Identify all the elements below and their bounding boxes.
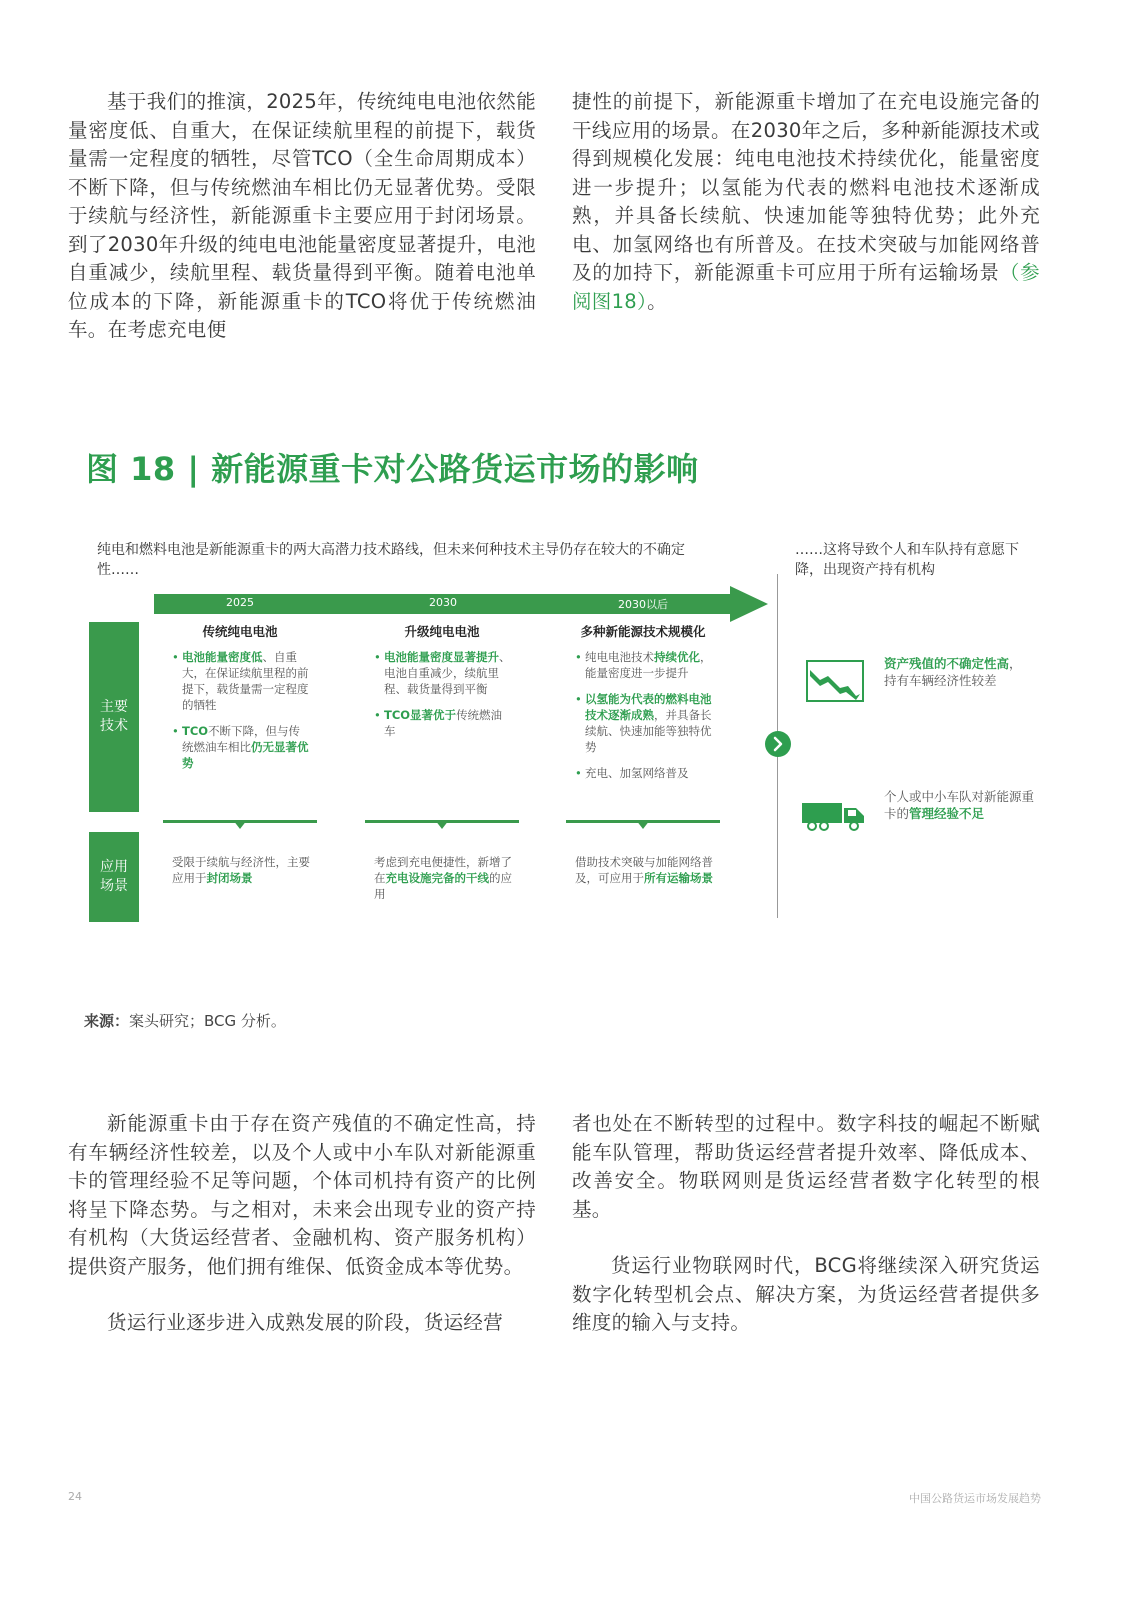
- highlight: 管理经验不足: [909, 806, 985, 821]
- text: 的应用: [374, 871, 512, 901]
- paragraph-bottom-right: [572, 1110, 1040, 1338]
- highlight: 充电设施完备的干线: [385, 871, 489, 885]
- highlight: 持续优化: [654, 650, 700, 664]
- column-3-bullets: [575, 649, 713, 791]
- paragraph-text: 基于我们的推演，2025年，传统纯电电池依然能量密度低、自重大，在保证续航里程的前提下，载货量需一定程度的牺牲，尽管TCO（全生命周期成本）不断下降，但与传统燃油车相比仍无显著优势。受限于续航与经济性，新能源重卡主要应用于封闭场景。到了2030年升级的纯电电池能量密度显著提升，电池自重减少，续航里程、载货量得到平衡。随着电池单位成本的下降，新能源重卡的TCO将优于传统燃油车。在考虑充电便: [68, 90, 536, 341]
- figure-reference-link[interactable]: （参阅图18）: [572, 261, 1040, 313]
- figure-intro-right: ……这将导致个人和车队持有意愿下降，出现资产持有机构: [795, 542, 1019, 578]
- source-label: 来源：: [84, 1012, 130, 1030]
- text: ，持有车辆经济性较差: [884, 656, 1022, 688]
- column-2-bullets: [374, 649, 512, 749]
- row-label-text: 主要技术: [100, 699, 128, 734]
- row-label-text: 应用场景: [100, 859, 128, 894]
- chevron-right-icon: [764, 730, 792, 758]
- highlight: 电池能量密度低: [182, 650, 263, 664]
- page-number: 24: [68, 1490, 82, 1503]
- list-item: [374, 649, 512, 697]
- highlight: 资产残值的不确定性高: [884, 656, 1010, 671]
- text: ，能量密度进一步提升: [585, 650, 712, 680]
- divider-marker: [636, 820, 650, 829]
- text: 充电、加氢网络普及: [585, 766, 689, 780]
- divider-marker: [435, 820, 449, 829]
- column-1-bullets: [172, 649, 310, 781]
- impact-2: [884, 788, 1034, 822]
- list-item: [172, 649, 310, 713]
- text: 、电池自重减少，续航里程、载货量得到平衡: [384, 650, 511, 696]
- text: ，并具备长续航、快速加能等独特优势: [585, 708, 712, 754]
- timeline-label-2025: 2025: [226, 596, 254, 609]
- figure-intro-left: 纯电和燃料电池是新能源重卡的两大高潜力技术路线，但未来何种技术主导仍存在较大的不确定性……: [97, 542, 685, 578]
- paragraph-bottom-left: [68, 1110, 536, 1338]
- column-head-traditional: 传统纯电电池: [202, 624, 278, 639]
- highlight: 电池能量密度显著提升: [384, 650, 499, 664]
- highlight: TCO: [182, 724, 209, 738]
- row-label-app: [89, 832, 139, 922]
- text: 不断下降，但与传统燃油车相比: [182, 724, 301, 754]
- text: 受限于续航与经济性，主要应用于: [172, 855, 310, 885]
- text: 、自重大，在保证续航里程的前提下，载货量需一定程度的牺牲: [182, 650, 309, 712]
- paragraph-top-left: [68, 88, 536, 345]
- highlight: 仍无显著优势: [182, 740, 309, 770]
- list-item: [374, 707, 512, 739]
- paragraph-top-right: [572, 88, 1040, 316]
- paragraph-text: 新能源重卡由于存在资产残值的不确定性高，持有车辆经济性较差，以及个人或中小车队对新能源重卡的管理经验不足等问题，个体司机持有资产的比例将呈下降态势。与之相对，未来会出现专业的资产持有机构（大货运经营者、金融机构、资产服务机构）提供资产服务，他们拥有维保、低资金成本等优势。: [68, 1112, 536, 1278]
- list-item: [575, 691, 713, 755]
- column-head-multiple: 多种新能源技术规模化: [580, 624, 706, 639]
- text: 考虑到充电便捷性，新增了在: [374, 855, 512, 885]
- highlight: 封闭场景: [206, 871, 253, 885]
- text: 借助技术突破与加能网络普及，可应用于: [575, 855, 713, 885]
- paragraph-end: 。: [647, 289, 667, 313]
- paragraph-text: 者也处在不断转型的过程中。数字科技的崛起不断赋能车队管理，帮助货运经营者提升效率、降低成本、改善安全。物联网则是货运经营者数字化转型的根基。: [572, 1112, 1040, 1221]
- source-text: 案头研究；BCG 分析。: [129, 1012, 286, 1030]
- highlight: TCO显著优于: [384, 708, 457, 722]
- column-head-upgraded: 升级纯电电池: [404, 624, 480, 639]
- paragraph-text: 捷性的前提下，新能源重卡增加了在充电设施完备的干线应用的场景。在2030年之后，多种新能源技术或得到规模化发展：纯电电池技术持续优化，能量密度进一步提升；以氢能为代表的燃料电池技术逐渐成熟，并具备长续航、快速加能等独特优势；此外充电、加氢网络也有所普及。在技术突破与加能网络普及的加持下，新能源重卡可应用于所有运输场景: [572, 90, 1040, 284]
- paragraph-text: 货运行业逐步进入成熟发展的阶段，货运经营: [107, 1311, 504, 1334]
- divider-marker: [233, 820, 247, 829]
- list-item: [575, 649, 713, 681]
- text: 纯电电池技术: [585, 650, 654, 664]
- source-note: [84, 1010, 286, 1031]
- list-item: [172, 723, 310, 771]
- text: 传统燃油车: [384, 708, 503, 738]
- declining-chart-icon: [806, 660, 864, 702]
- app-text-3: [575, 854, 715, 886]
- figure-title: 图 18 | 新能源重卡对公路货运市场的影响: [86, 450, 699, 488]
- highlight: 所有运输场景: [644, 871, 713, 885]
- app-text-1: [172, 854, 312, 886]
- timeline-label-2030: 2030: [429, 596, 457, 609]
- list-item: [575, 765, 713, 781]
- paragraph-text: 货运行业物联网时代，BCG将继续深入研究货运数字化转型机会点、解决方案，为货运经营者提供多维度的输入与支持。: [572, 1254, 1040, 1334]
- footer-title: 中国公路货运市场发展趋势: [909, 1492, 1041, 1505]
- timeline-label-after-2030: 2030以后: [618, 598, 668, 611]
- impact-1: [884, 655, 1034, 689]
- truck-icon: [800, 800, 868, 832]
- highlight: 以氢能为代表的燃料电池技术逐渐成熟: [585, 692, 712, 722]
- row-label-tech: [89, 622, 139, 812]
- text: 个人或中小车队对新能源重卡的: [884, 789, 1035, 821]
- app-text-2: [374, 854, 514, 902]
